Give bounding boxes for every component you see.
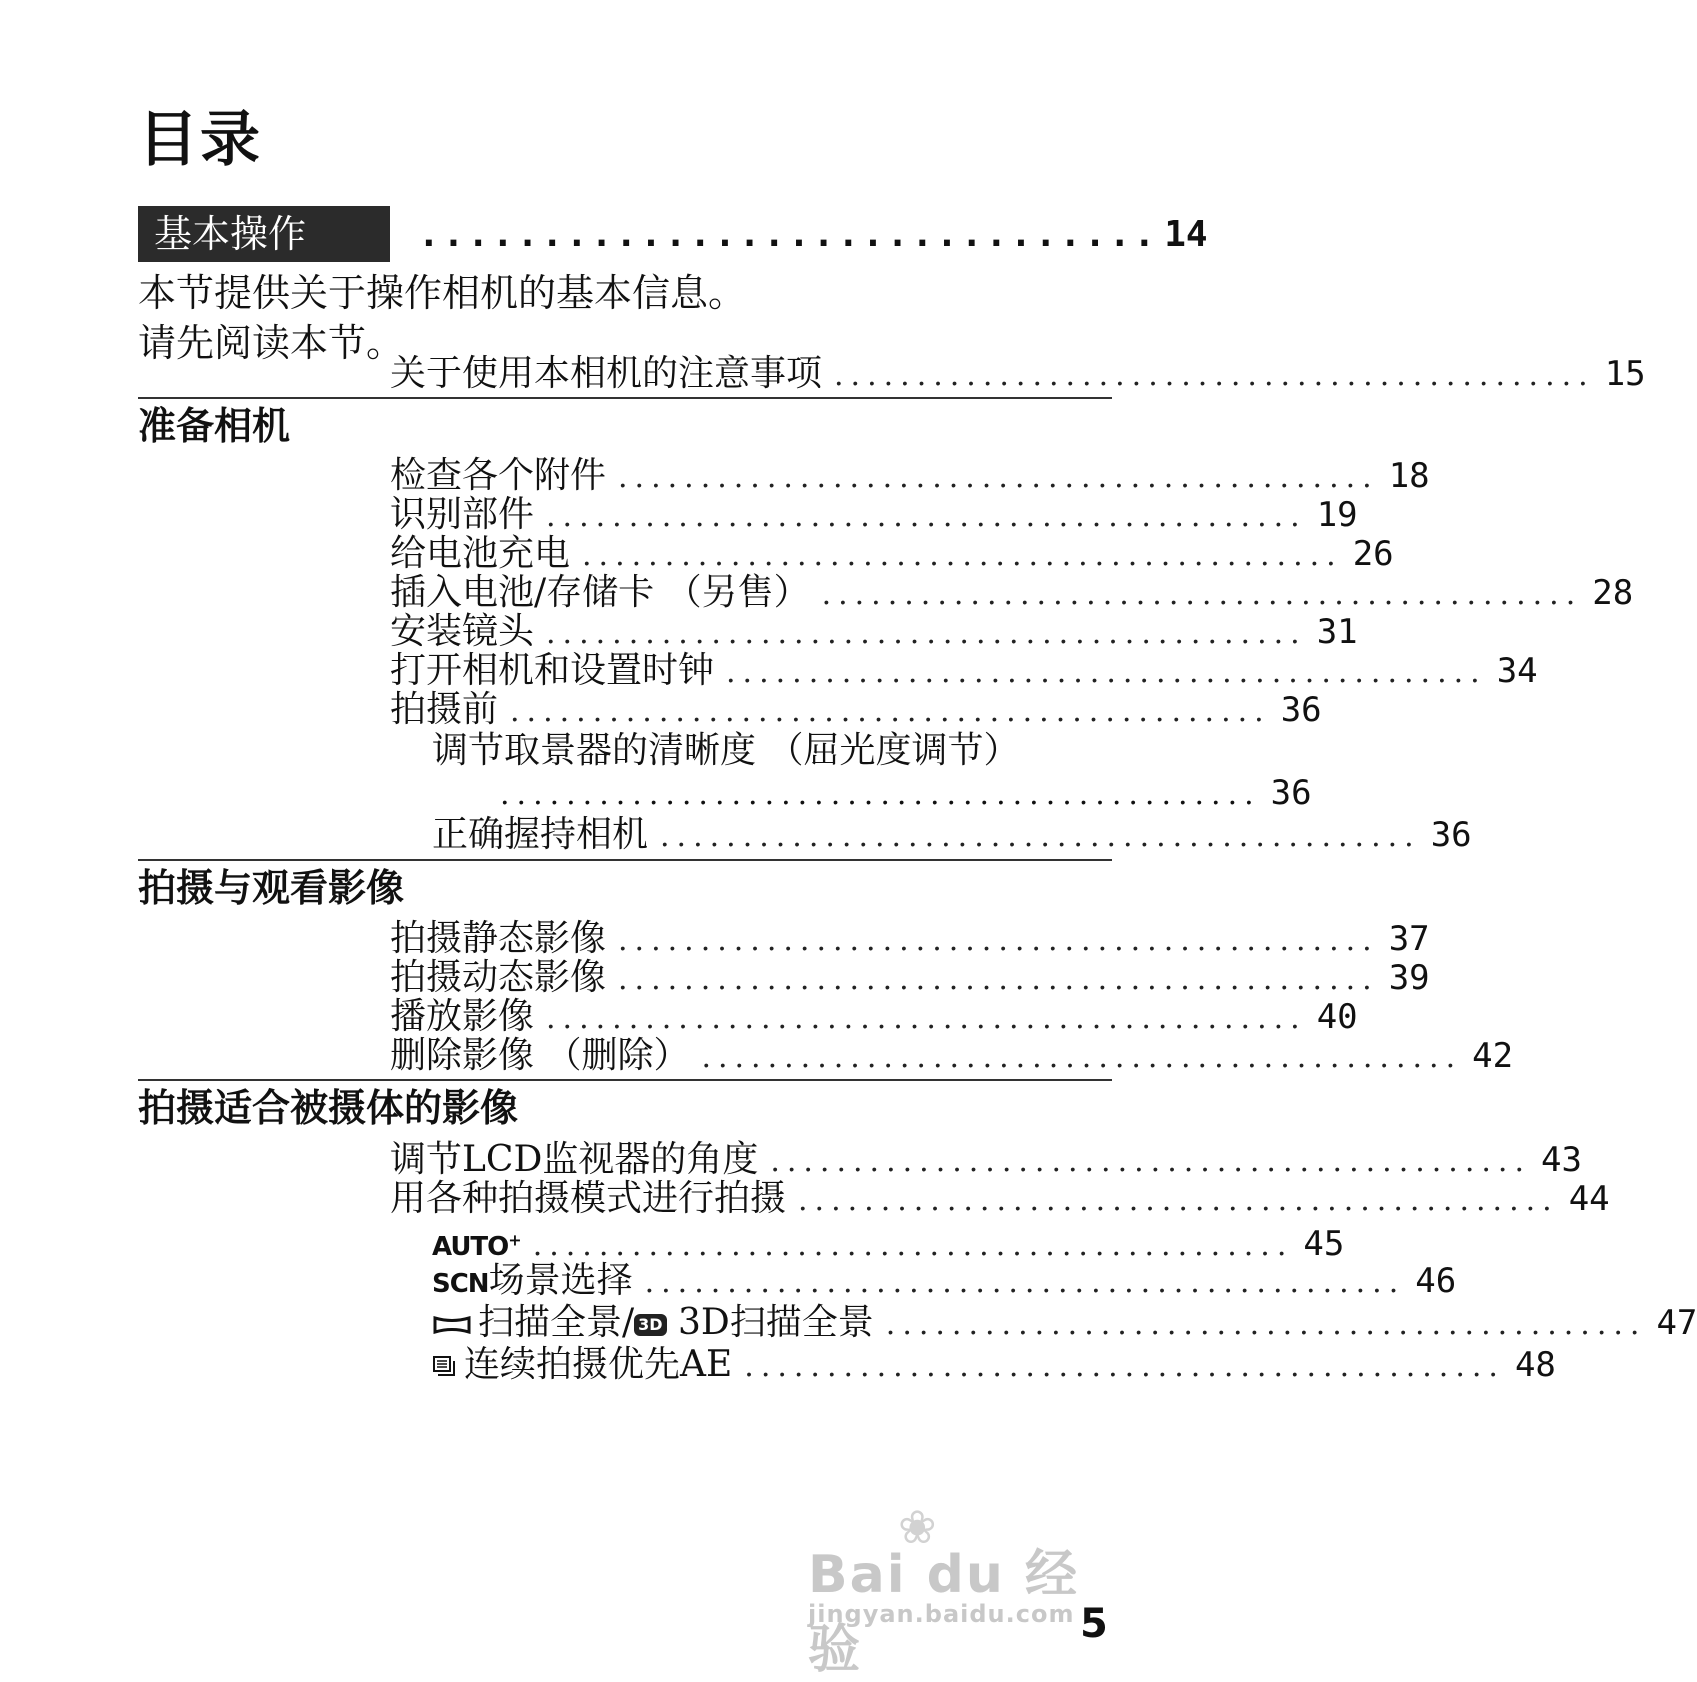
toc-entry-page: 46 [1415,1261,1457,1301]
section-title-shoot-view[interactable]: 拍摄与观看影像 [138,866,405,910]
toc-entry-label: 识别部件 [390,494,535,535]
toc-entry-page: 36 [1430,815,1472,855]
sweep-panorama-icon [432,1314,472,1336]
toc-entry-label: 删除影像 （删除） [390,1035,690,1076]
3d-panorama-label: 3D扫描全景 [666,1302,874,1343]
toc-entry-page: 48 [1514,1345,1556,1385]
toc-entry-label: 拍摄前 [390,689,499,730]
section-title-subject-shooting[interactable]: 拍摄适合被摄体的影像 [138,1086,519,1130]
toc-entry-label [432,1300,874,1346]
section-divider [138,1079,1112,1081]
toc-entry-page: 31 [1316,612,1358,652]
toc-entry-page: 28 [1592,573,1634,613]
leader-dots: .............................................. [546,616,1307,651]
toc-entry-label-wrapped[interactable]: 调节取景器的清晰度 （屈光度调节） [432,730,1020,771]
intro-line: 请先阅读本节。 [138,321,405,365]
section-title-prepare[interactable]: 准备相机 [138,404,291,448]
toc-entry-label: 给电池充电 [390,533,571,574]
leader-dots: .............................................. [744,1349,1505,1384]
page-number: 5 [1080,1601,1108,1647]
toc-entry-continuation[interactable] [500,770,1312,816]
leader-dots: .............................................. [546,499,1307,534]
toc-entry-label: 检查各个附件 [390,455,607,496]
toc-entry-page: 15 [1604,354,1646,394]
toc-entry-page: 45 [1303,1223,1345,1264]
leader-dots: .............................................. [798,1183,1559,1218]
toc-entry-page: 19 [1316,495,1358,535]
toc-entry-page: 42 [1472,1036,1514,1076]
leader-dots: .............................................. [532,1227,1294,1263]
3d-panorama-icon: 3D [634,1314,666,1336]
auto-icon-text: AUTO [432,1231,509,1262]
leader-dots: .............................................. [546,1001,1307,1036]
leader-dots: .............................................. [500,777,1261,812]
toc-entry-label: 播放影像 [390,996,535,1037]
toc-entry-precautions[interactable] [390,351,1646,397]
watermark-site: jingyan.baidu.com [808,1600,1075,1628]
toc-entry-label: 插入电池/存储卡 （另售） [390,572,810,613]
scn-icon: SCN [432,1269,489,1299]
toc-entry-label: 用各种拍摄模式进行拍摄 [390,1178,787,1219]
basic-operations-page[interactable]: 14 [1164,213,1208,255]
paw-icon: ❀ [898,1500,937,1554]
leader-dots: .............................................. [582,538,1343,573]
baidu-watermark [808,1500,1108,1680]
toc-entry-label [432,1342,732,1388]
leader-dots: .............................................. [834,358,1595,393]
toc-entry-auto-mode[interactable] [432,1217,1345,1264]
leader-dots: .............................................. [726,655,1487,690]
toc-entry-panorama[interactable] [432,1300,1697,1346]
toc-entry-scn-mode[interactable] [432,1258,1457,1304]
toc-entry-label: 安装镜头 [390,611,535,652]
basic-operations-leader [418,206,1208,262]
basic-operations-banner[interactable]: 基本操作 [138,206,390,262]
toc-entry[interactable] [390,1033,1514,1079]
toc-entry-page: 44 [1568,1179,1610,1219]
toc-entry-label: 正确握持相机 [432,814,649,855]
auto-icon-plus: + [508,1230,521,1249]
leader-dots: .............................................. [510,694,1271,729]
toc-entry-label: 调节LCD监视器的角度 [390,1139,759,1180]
leader-dots: .............................................. [821,577,1583,612]
leader-dots: .............................. [418,213,1159,255]
leader-dots: .............................................. [660,819,1421,854]
toc-entry[interactable] [390,687,1322,733]
toc-entry-page: 34 [1496,651,1538,691]
toc-entry-page: 40 [1316,997,1358,1037]
toc-entry-continuous-ae[interactable] [432,1342,1556,1388]
toc-entry-page: 47 [1656,1303,1697,1343]
leader-dots: .............................................. [618,923,1379,958]
intro-line: 本节提供关于操作相机的基本信息。 [138,271,747,315]
leader-dots: .............................................. [701,1040,1463,1075]
toc-entry-label: 拍摄动态影像 [390,957,607,998]
toc-entry[interactable] [390,1176,1610,1222]
leader-dots: .............................................. [644,1265,1406,1300]
continuous-shooting-icon [432,1355,458,1379]
toc-entry-page: 18 [1388,456,1430,496]
toc-entry-label: 拍摄静态影像 [390,918,607,959]
continuous-ae-label: 连续拍摄优先AE [464,1344,733,1385]
leader-dots: .............................................. [885,1307,1647,1342]
page-title: 目录 [138,105,262,175]
panorama-label: 扫描全景/ [478,1302,635,1343]
leader-dots: .............................................. [770,1144,1531,1179]
toc-entry-page: 43 [1541,1140,1582,1180]
leader-dots: .............................................. [618,460,1379,495]
toc-entry-page: 37 [1388,919,1430,959]
toc-entry-label: 打开相机和设置时钟 [390,650,715,691]
toc-entry-page: 39 [1388,958,1430,998]
toc-entry-page: 36 [1280,690,1322,730]
toc-entry[interactable] [432,812,1472,858]
toc-entry-label: 关于使用本相机的注意事项 [390,353,823,394]
toc-entry-page: 36 [1270,773,1312,813]
scn-label: 场景选择 [488,1260,633,1301]
section-divider [138,397,1112,399]
watermark-brand: Bai du 经验 [808,1545,1079,1680]
toc-entry-page: 26 [1352,534,1394,574]
leader-dots: .............................................. [618,962,1379,997]
section-divider [138,859,1112,861]
